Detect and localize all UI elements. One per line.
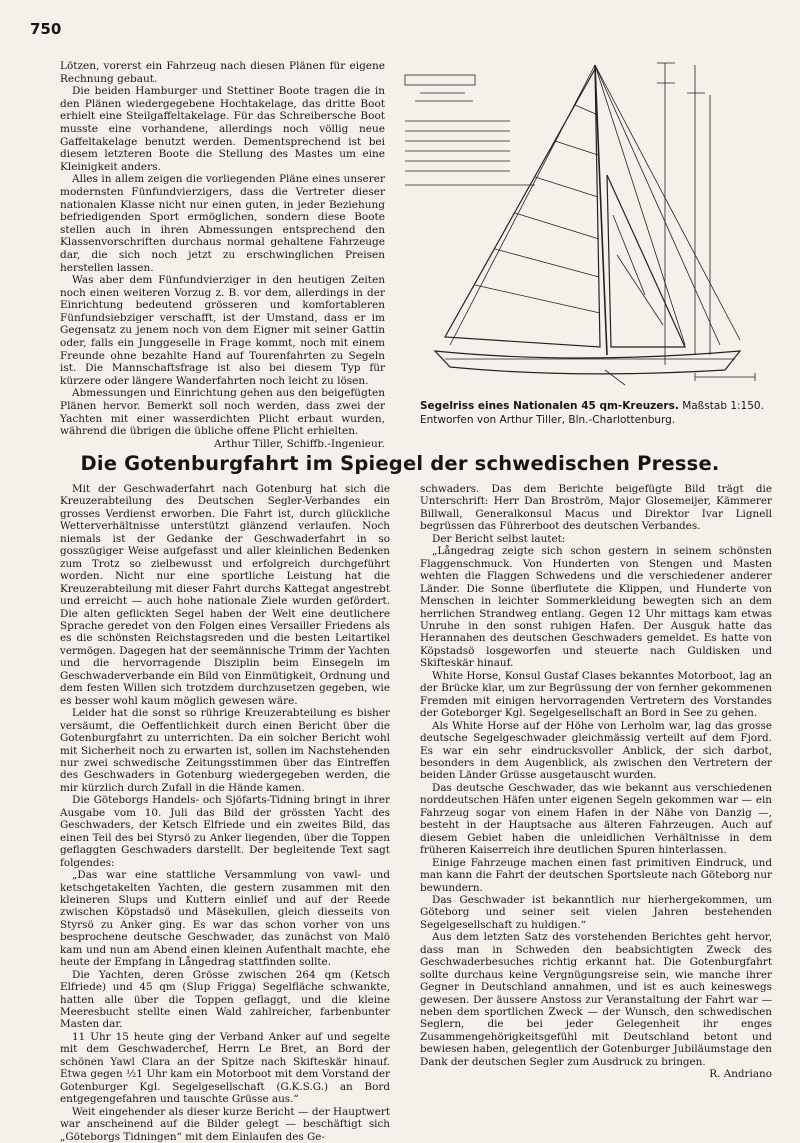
paragraph: Das deutsche Geschwader, das wie bekannt aus verschiedenen norddeutschen Häfen unter eigenen Segeln gekommen war — ein Fahrzeug sogar von einem Hafen in der Nähe von Danzig —, besteht in der Hauptsache aus älteren Fahrzeugen. Auch auf diesem Gebiet haben die unleidlichen Verhältnisse in dem früheren Kaiserreich ihre deutlichen Spuren hinterlassen. xyxy=(420,781,772,857)
paragraph: Weit eingehender als dieser kurze Bericht — der Hauptwert war anscheinend auf die Bilder gelegt — beschäftigt sich „Göteborgs Tidningen“ mit dem Einlaufen des Ge- xyxy=(60,1105,390,1143)
paragraph: Der Bericht selbst lautet: xyxy=(432,532,566,545)
paragraph: Aus dem letzten Satz des vorstehenden Berichtes geht hervor, dass man in Schweden den beabsichtigten Zweck des Geschwaderbesuches richtig erkannt hat. Die Gotenburgfahrt sollte durchaus keine Vergnügungsreise sein, wie manche ihrer Gegner in Deutschland annahmen, und ist es auch keineswegs gewesen. Der äussere Anstoss zur Veranstaltung der Fahrt war — neben dem sportlichen Zweck — der Wunsch, den schwedischen Seglern, die bei jeder Gelegenheit ihr enges Zusammengehörigkeitsgefühl mit Deutschland betont und bewiesen haben, gelegentlich der Gotenburger Jubiläumstage den Dank der deutschen Segler zum Ausdruck zu bringen. xyxy=(420,931,772,1068)
paragraph: Leider hat die sonst so rührige Kreuzerabteilung es bisher versäumt, die Oeffentlichkeit durch einen Bericht über die Gotenburgfahrt zu unterrichten. Da ein solcher Bericht wohl mit Sicherheit noch zu erwarten ist, sollen im Nachstehenden nur zwei schwedische Zeitungsstimmen über das Eintreffen des Geschwaders in Gotenburg wiedergegeben werden, die mir kürzlich durch Zufall in die Hände kamen. xyxy=(60,707,390,794)
paragraph: Abmessungen und Einrichtung gehen aus den beigefügten Plänen hervor. Bemerkt soll noch werden, dass zwei der Yachten mit einer wasserdichten Plicht erbaut wurden, während die übrigen die übliche offene Plicht erhielten. xyxy=(60,387,385,438)
caption-title: Segelriss eines Nationalen 45 qm-Kreuzers. xyxy=(420,400,679,412)
caption-designer: Entworfen von Arthur Tiller, Bln.-Charlottenburg. xyxy=(420,414,676,426)
paragraph: Lötzen, vorerst ein Fahrzeug nach diesen Plänen für eigene Rechnung gebaut. xyxy=(60,60,385,85)
paragraph: White Horse, Konsul Gustaf Clases bekanntes Motorboot, lag an der Brücke klar, um zur Begrüssung der von fernher gekommenen Fremden mit einigen hervorragenden Vertretern des Vorstandes der Goteborger Kgl. Segelgesellschaft an Bord in See zu gehen. xyxy=(420,669,772,720)
paragraph: Einige Fahrzeuge machen einen fast primitiven Eindruck, und man kann die Fahrt der deutschen Sportsleute nach Göteborg nur bewundern. xyxy=(420,856,772,894)
paragraph: „Långedrag zeigte sich schon gestern in seinem schönsten Flaggenschmuck. Von Hunderten von Stengen und Masten wehten die Flaggen Schwedens und die verschiedener anderer Länder. Die Sonne überflutete die Klippen, und Hunderte von Menschen in leichter Sommerkleidung bewegten sich an dem herrlichen Strandweg entlang. Gegen 12 Uhr mittags kam etwas Unruhe in den sonst ruhigen Hafen. Der Ausguk hatte das Herannahen des deutschen Geschwaders gemeldet. Es hatte von Köpstadsö losgeworfen und steuerte nach Guldisken und Skifteskär hinauf. xyxy=(420,545,772,670)
article-left-column xyxy=(60,483,390,1143)
paragraph: Alles in allem zeigen die vorliegenden Pläne eines unserer modernsten Fünfundvierzigers, dass die Vertreter dieser nationalen Klasse nicht nur einen guten, in jeder Beziehung befriedigenden Sport ermöglichen, sondern diese Boote stellen auch in ihren Abmessungen entsprechend den Klassenvorschriften durchaus normal gehaltene Fahrzeuge dar, die sich noch jetzt zu erschwinglichen Preisen herstellen lassen. xyxy=(60,173,385,274)
paragraph: „Das war eine stattliche Versammlung von vawl- und ketschgetakelten Yachten, die gestern zusammen mit den kleineren Slups und Kuttern einlief und auf der Reede zwischen Köpstadsö und Mäsekullen, gleich diesseits von Styrsö zu Anker ging. Es war das schon vorher von uns besprochene deutsche Geschwader, das zunächst von Malö kam und nun am Abend einen kleinen Aufenthalt machte, ehe heute der Empfang in Långedrag stattfinden sollte. xyxy=(60,869,390,969)
paragraph: Die beiden Hamburger und Stettiner Boote tragen die in den Plänen wiedergegebene Hochtakelage, das dritte Boot erhielt eine Steilgaffeltakelage. Für das Schreibersche Boot musste eine vorhandene, allerdings noch völlig neue Gaffeltakelage benutzt werden. Dementsprechend ist bei diesem letzteren Boote die Stellung des Mastes um eine Kleinigkeit anders. xyxy=(60,85,385,173)
paragraph: Als White Horse auf der Höhe von Lerholm war, lag das grosse deutsche Segelgeschwader gleichmässig verteilt auf dem Fjord. Es war ein sehr eindrucksvoller Anblick, der sich darbot, besonders in dem Augenblick, als zwischen den Vertretern der beiden Länder Grüsse ausgetauscht wurden. xyxy=(420,719,772,782)
article-right-column xyxy=(420,483,772,1081)
article-author: R. Andriano xyxy=(709,1068,772,1081)
figure-caption xyxy=(420,399,780,427)
sail-plan-drawing xyxy=(395,55,770,395)
paragraph: Die Yachten, deren Grösse zwischen 264 qm (Ketsch Elfriede) und 45 qm (Slup Frigga) Segelfläche schwankte, hatten alle über die Toppen geflaggt, und die kleine Meeresbucht stellte einen Wald zahlreicher, farbenbunter Masten dar. xyxy=(60,968,390,1031)
page-number: 750 xyxy=(30,20,62,38)
article-title: Die Gotenburgfahrt im Spiegel der schwedischen Presse. xyxy=(80,452,720,475)
paragraph: 11 Uhr 15 heute ging der Verband Anker auf und segelte mit dem Geschwaderchef, Herrn Le Bret, an Bord der schönen Yawl Clara an der Spitze nach Skifteskär hinauf. Etwa gegen ½1 Uhr kam ein Motorboot mit dem Vorstand der Gotenburger Kgl. Segelgesellschaft (G.K.S.G.) an Bord entgegengefahren und tauschte Grüsse aus.“ xyxy=(60,1030,390,1106)
paragraph: Mit der Geschwaderfahrt nach Gotenburg hat sich die Kreuzerabteilung des Deutschen Segler-Verbandes ein grosses Verdienst erworben. Die Fahrt ist, durch glückliche Wetterverhältnisse unterstützt glänzend verlaufen. Noch niemals ist der Gedanke der Geschwaderfahrt in so gosszügiger Weise aufgefasst und aller kleinlichen Bedenken zum Trotz so zielbewusst und erfolgreich durchgeführt worden. Nicht nur eine sportliche Leistung hat die Kreuzerabteilung mit dieser Fahrt durchs Kattegat angestrebt und erreicht — auch hohe nationale Ziele wurden gefördert. Die alten geflickten Segel haben der Welt eine deutlichere Sprache geredet von den Folgen eines Versailler Friedens als es die schönsten Reichstagsreden und die besten Leitartikel vermögen. Dagegen hat der seemännische Trimm der Yachten und die hervorragende Disziplin beim Einsegeln im Geschwaderverbande ein Bild von Einmütigkeit, Ordnung und dem festen Willen sich trotzdem durchzusetzen gegeben, wie es besser wohl kaum möglich gewesen wäre. xyxy=(60,483,390,707)
paragraph: Was aber dem Fünfundvierziger in den heutigen Zeiten noch einen weiteren Vorzug z. B. vor dem, allerdings in der Einrichtung bedeutend grösseren und komfortableren Fünfundsiebziger verschafft, ist der Umstand, dass er im Gegensatz zu jenem noch von dem Eigner mit seiner Gattin oder, falls ein Junggeselle in Frage kommt, noch mit einem Freunde ohne bezahlte Hand auf Tourenfahrten zu Segeln ist. Die Mannschaftsfrage ist also bei diesem Typ für kürzere oder längere Wanderfahrten noch leicht zu lösen. xyxy=(60,274,385,387)
caption-scale: Maßstab 1:150. xyxy=(682,400,764,412)
signature: Arthur Tiller, Schiffb.-Ingenieur. xyxy=(214,437,385,450)
sail-plan-svg xyxy=(395,55,770,395)
paragraph: Das Geschwader ist bekanntlich nur hierhergekommen, um Göteborg und seiner seit vielen Jahren bestehenden Segelgesellschaft zu huldigen.“ xyxy=(420,893,772,931)
paragraph: schwaders. Das dem Berichte beigefügte Bild trägt die Unterschrift: Herr Dan Broström, Major Glosemeijer, Kämmerer Billwall, Generalkonsul Macus und Direktor Ivar Lignell begrüssen das Führerboot des deutschen Verbandes. xyxy=(420,483,772,533)
top-left-text xyxy=(60,60,385,450)
paragraph: Die Göteborgs Handels- och Sjöfarts-Tidning bringt in ihrer Ausgabe vom 10. Juli das Bild der grössten Yacht des Geschwaders, der Ketsch Elfriede und ein zweites Bild, das einen Teil des bei Styrsö zu Anker liegenden, über die Toppen geflaggten Geschwaders darstellt. Der begleitende Text sagt folgendes: xyxy=(60,794,390,869)
